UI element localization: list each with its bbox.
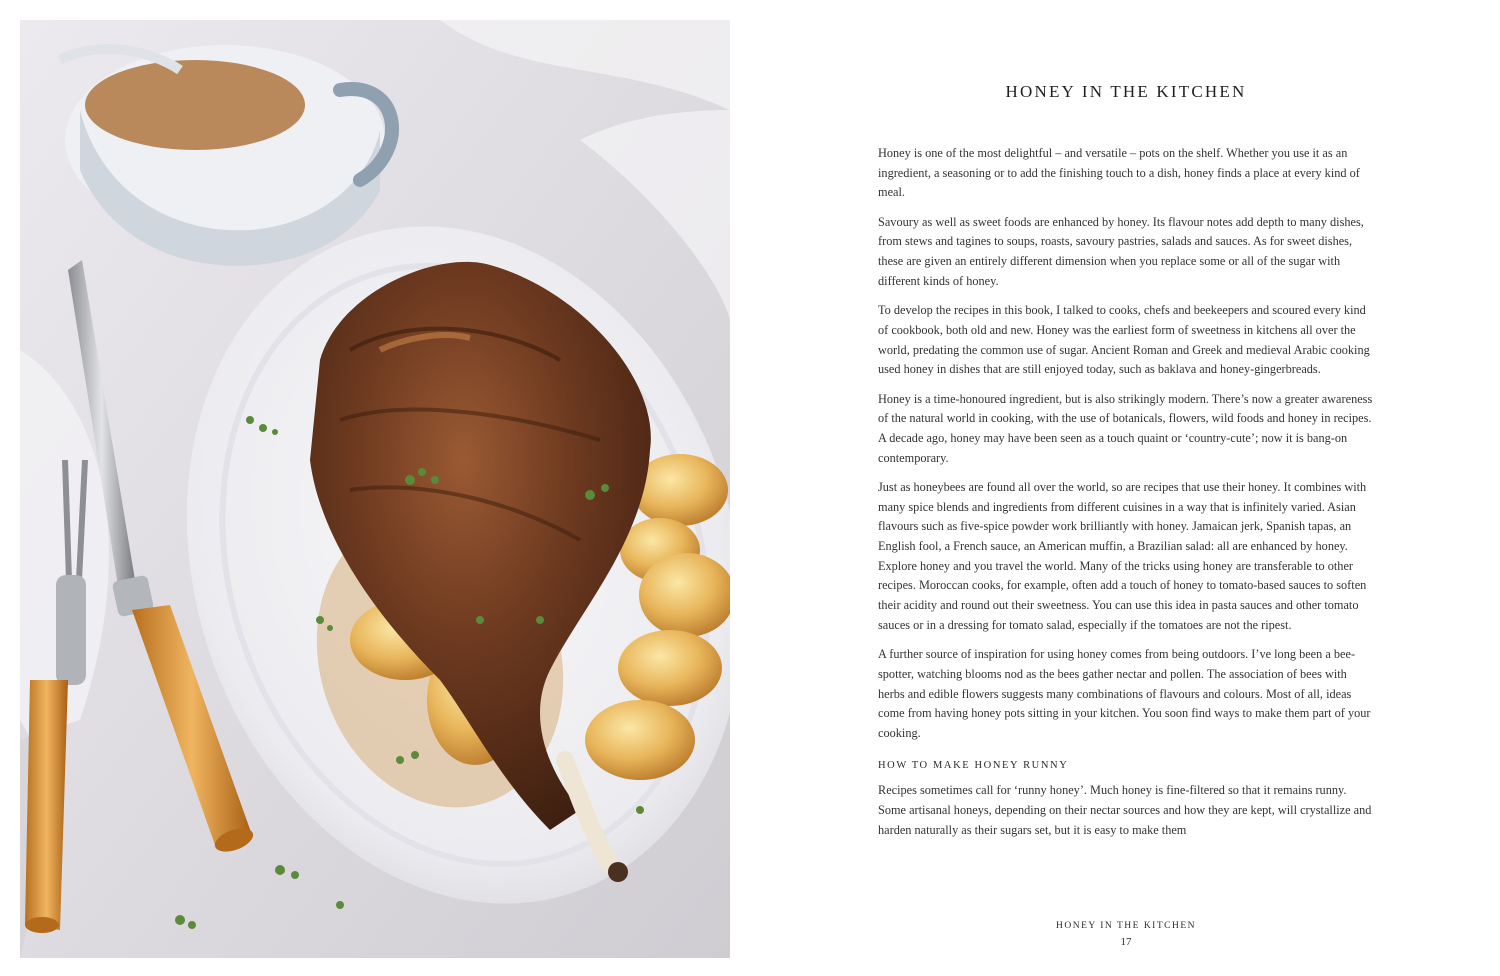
paragraph: Honey is one of the most delightful – and versatile – pots on the shelf. Whether you use it as an ingredient, a seasoning or to add the finishing touch to a dish, honey finds a place at every kind of meal. xyxy=(878,146,1360,200)
section-subheading: HOW TO MAKE HONEY RUNNY xyxy=(878,759,1069,771)
running-head: HONEY IN THE KITCHEN xyxy=(1055,921,1197,931)
page-number: 17 xyxy=(1120,936,1132,948)
paragraph: A further source of inspiration for using honey comes from being outdoors. I’ve long been a bee-spotter, watching blooms nod as the bees gather nectar and pollen. The association of bees with herbs and edible flowers suggests many combinations of flavours and colours. Most of all, ideas come from having honey pots sitting in your kitchen. You soon find ways to make them part of your cooking. xyxy=(878,647,1371,740)
paragraph: Savoury as well as sweet foods are enhanced by honey. Its flavour notes add depth to many dishes, from stews and tagines to soups, roasts, savoury pastries, salads and sauces. As for sweet dishes, these are given an entirely different dimension when you replace some or all of the sugar with different kinds of honey. xyxy=(878,214,1364,288)
food-photograph xyxy=(20,20,730,958)
body-text xyxy=(878,144,1374,850)
roast-leg-of-lamb-icon xyxy=(20,20,730,958)
paragraph: Just as honeybees are found all over the world, so are recipes that use their honey. It combines with many spice blends and ingredients from different cuisines in a way that is infinitely varied. Asian flavours such as five-spice powder work brilliantly with honey. Jamaican jerk, Spanish tapas, an English fool, a French sauce, an American muffin, a Brazilian salad: all are enhanced by honey. Explore honey and you travel the world. Many of the tricks using honey are transferable to other recipes. Moroccan cooks, for example, often add a touch of honey to tomato-based sauces to soften their acidity and round out their sweetness. You can use this idea in pasta sauces and other tomato sauces or in a dressing for tomato salad, especially if the tomatoes are not the ripest. xyxy=(878,479,1367,632)
paragraph: Recipes sometimes call for ‘runny honey’. Much honey is fine-filtered so that it remains runny. Some artisanal honeys, depending on their nectar sources and how they are kept, will crystallize and harden naturally as their sugars set, but it is easy to make them xyxy=(878,783,1372,837)
paragraph: To develop the recipes in this book, I talked to cooks, chefs and beekeepers and scoured every kind of cookbook, both old and new. Honey was the earliest form of sweetness in kitchens all over the world, predating the common use of sugar. Ancient Roman and Greek and medieval Arabic cooking used honey in dishes that are still enjoyed today, such as baklava and honey-gingerbreads. xyxy=(878,303,1370,377)
page-title: HONEY IN THE KITCHEN xyxy=(1005,82,1247,101)
paragraph: Honey is a time-honoured ingredient, but is also strikingly modern. There’s now a greater awareness of the natural world in cooking, with the use of botanicals, flowers, wild foods and honey in recipes. A decade ago, honey may have been seen as a touch quaint or ‘country-cute’; now it is bang-on contemporary. xyxy=(878,391,1373,465)
